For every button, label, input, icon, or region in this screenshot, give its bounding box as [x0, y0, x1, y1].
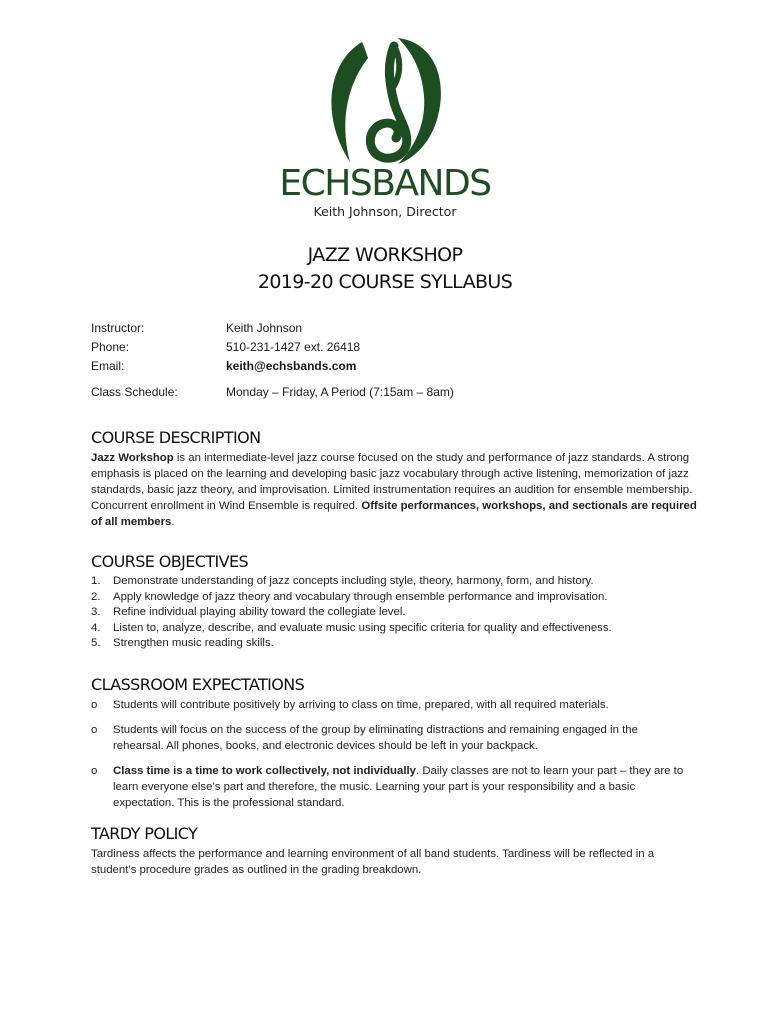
description-lead: Jazz Workshop [91, 452, 174, 464]
director-name: Keith Johnson, Director [313, 204, 457, 219]
objective-text: Demonstrate understanding of jazz concepts including style, theory, harmony, form, and history. [113, 575, 594, 587]
objective-item [91, 590, 691, 606]
phone-value: 510-231-1427 ext. 26418 [226, 340, 361, 354]
objective-number: 2. [91, 590, 101, 603]
description-body: is an intermediate-level jazz course focused on the study and performance of jazz standards. A strong emphasis is placed on the learning and developing basic jazz vocabulary through active listening, memorization of jazz standards, basic jazz theory, and improvisation. Limited instrumentation requires an audition for ensemble membership. Concurrent enrollment in Wind Ensemble is required. [91, 452, 693, 512]
description-end: . [171, 516, 175, 528]
description-closing: Offsite performances, workshops, and sectionals are required of all members [91, 500, 697, 528]
description-paragraph [91, 450, 699, 530]
objective-item [91, 574, 691, 590]
expectation-emphasis: Class time is a time to work collectively, not individually [113, 765, 416, 777]
bullet-icon: o [91, 724, 98, 736]
header-logo [0, 36, 770, 219]
expectation-text: Students will contribute positively by arriving to class on time, prepared, with all required materials. [113, 699, 609, 711]
objective-number: 4. [91, 621, 101, 634]
objective-text: Refine individual playing ability toward the collegiate level. [113, 606, 406, 619]
schedule-value: Monday – Friday, A Period (7:15am – 8am) [226, 385, 454, 399]
phone-label: Phone: [91, 340, 130, 354]
description-heading: COURSE DESCRIPTION [91, 428, 261, 447]
tardy-paragraph: Tardiness affects the performance and learning environment of all band students. Tardiness will be reflected in a student’s procedure grades as outlined in the grading breakdown. [91, 848, 655, 876]
objective-number: 1. [91, 575, 101, 587]
email-label: Email: [91, 359, 125, 373]
objective-text: Listen to, analyze, describe, and evaluate music using specific criteria for quality and effectiveness. [113, 621, 612, 634]
objective-text: Apply knowledge of jazz theory and vocabulary through ensemble performance and improvisation. [113, 590, 608, 603]
expectation-item [91, 722, 691, 754]
instructor-value: Keith Johnson [226, 321, 303, 335]
syllabus-title: 2019-20 COURSE SYLLABUS [257, 271, 513, 293]
objective-item [91, 605, 691, 621]
instructor-label: Instructor: [91, 321, 145, 335]
objective-item [91, 636, 691, 652]
bullet-icon: o [91, 765, 98, 777]
expectations-heading: CLASSROOM EXPECTATIONS [91, 675, 305, 694]
email-link[interactable]: keith@echsbands.com [226, 359, 357, 373]
objective-item [91, 621, 691, 637]
treble-clef-logo-icon [320, 36, 450, 168]
expectation-item [91, 697, 691, 713]
expectation-text: Students will focus on the success of the group by eliminating distractions and remaining engaged in the rehearsal. All phones, books, and electronic devices should be left in your backpack. [113, 724, 638, 752]
expectation-text [113, 763, 691, 811]
bullet-icon: o [91, 699, 98, 711]
tardy-heading: TARDY POLICY [91, 824, 198, 843]
objectives-list [91, 574, 691, 652]
objective-text: Strengthen music reading skills. [113, 637, 274, 650]
course-title: JAZZ WORKSHOP [307, 244, 463, 266]
objective-number: 5. [91, 637, 101, 650]
objectives-heading: COURSE OBJECTIVES [91, 552, 249, 571]
schedule-label: Class Schedule: [91, 385, 178, 399]
brand-name: ECHSBANDS [279, 163, 491, 204]
expectation-item [91, 763, 691, 811]
expectation-rest: . Daily classes are not to learn your part – they are to learn everyone else’s part and therefore, the music. Learning your part is your responsibility and a basic expectation. This is the professional standard. [113, 765, 684, 809]
objective-number: 3. [91, 606, 101, 619]
